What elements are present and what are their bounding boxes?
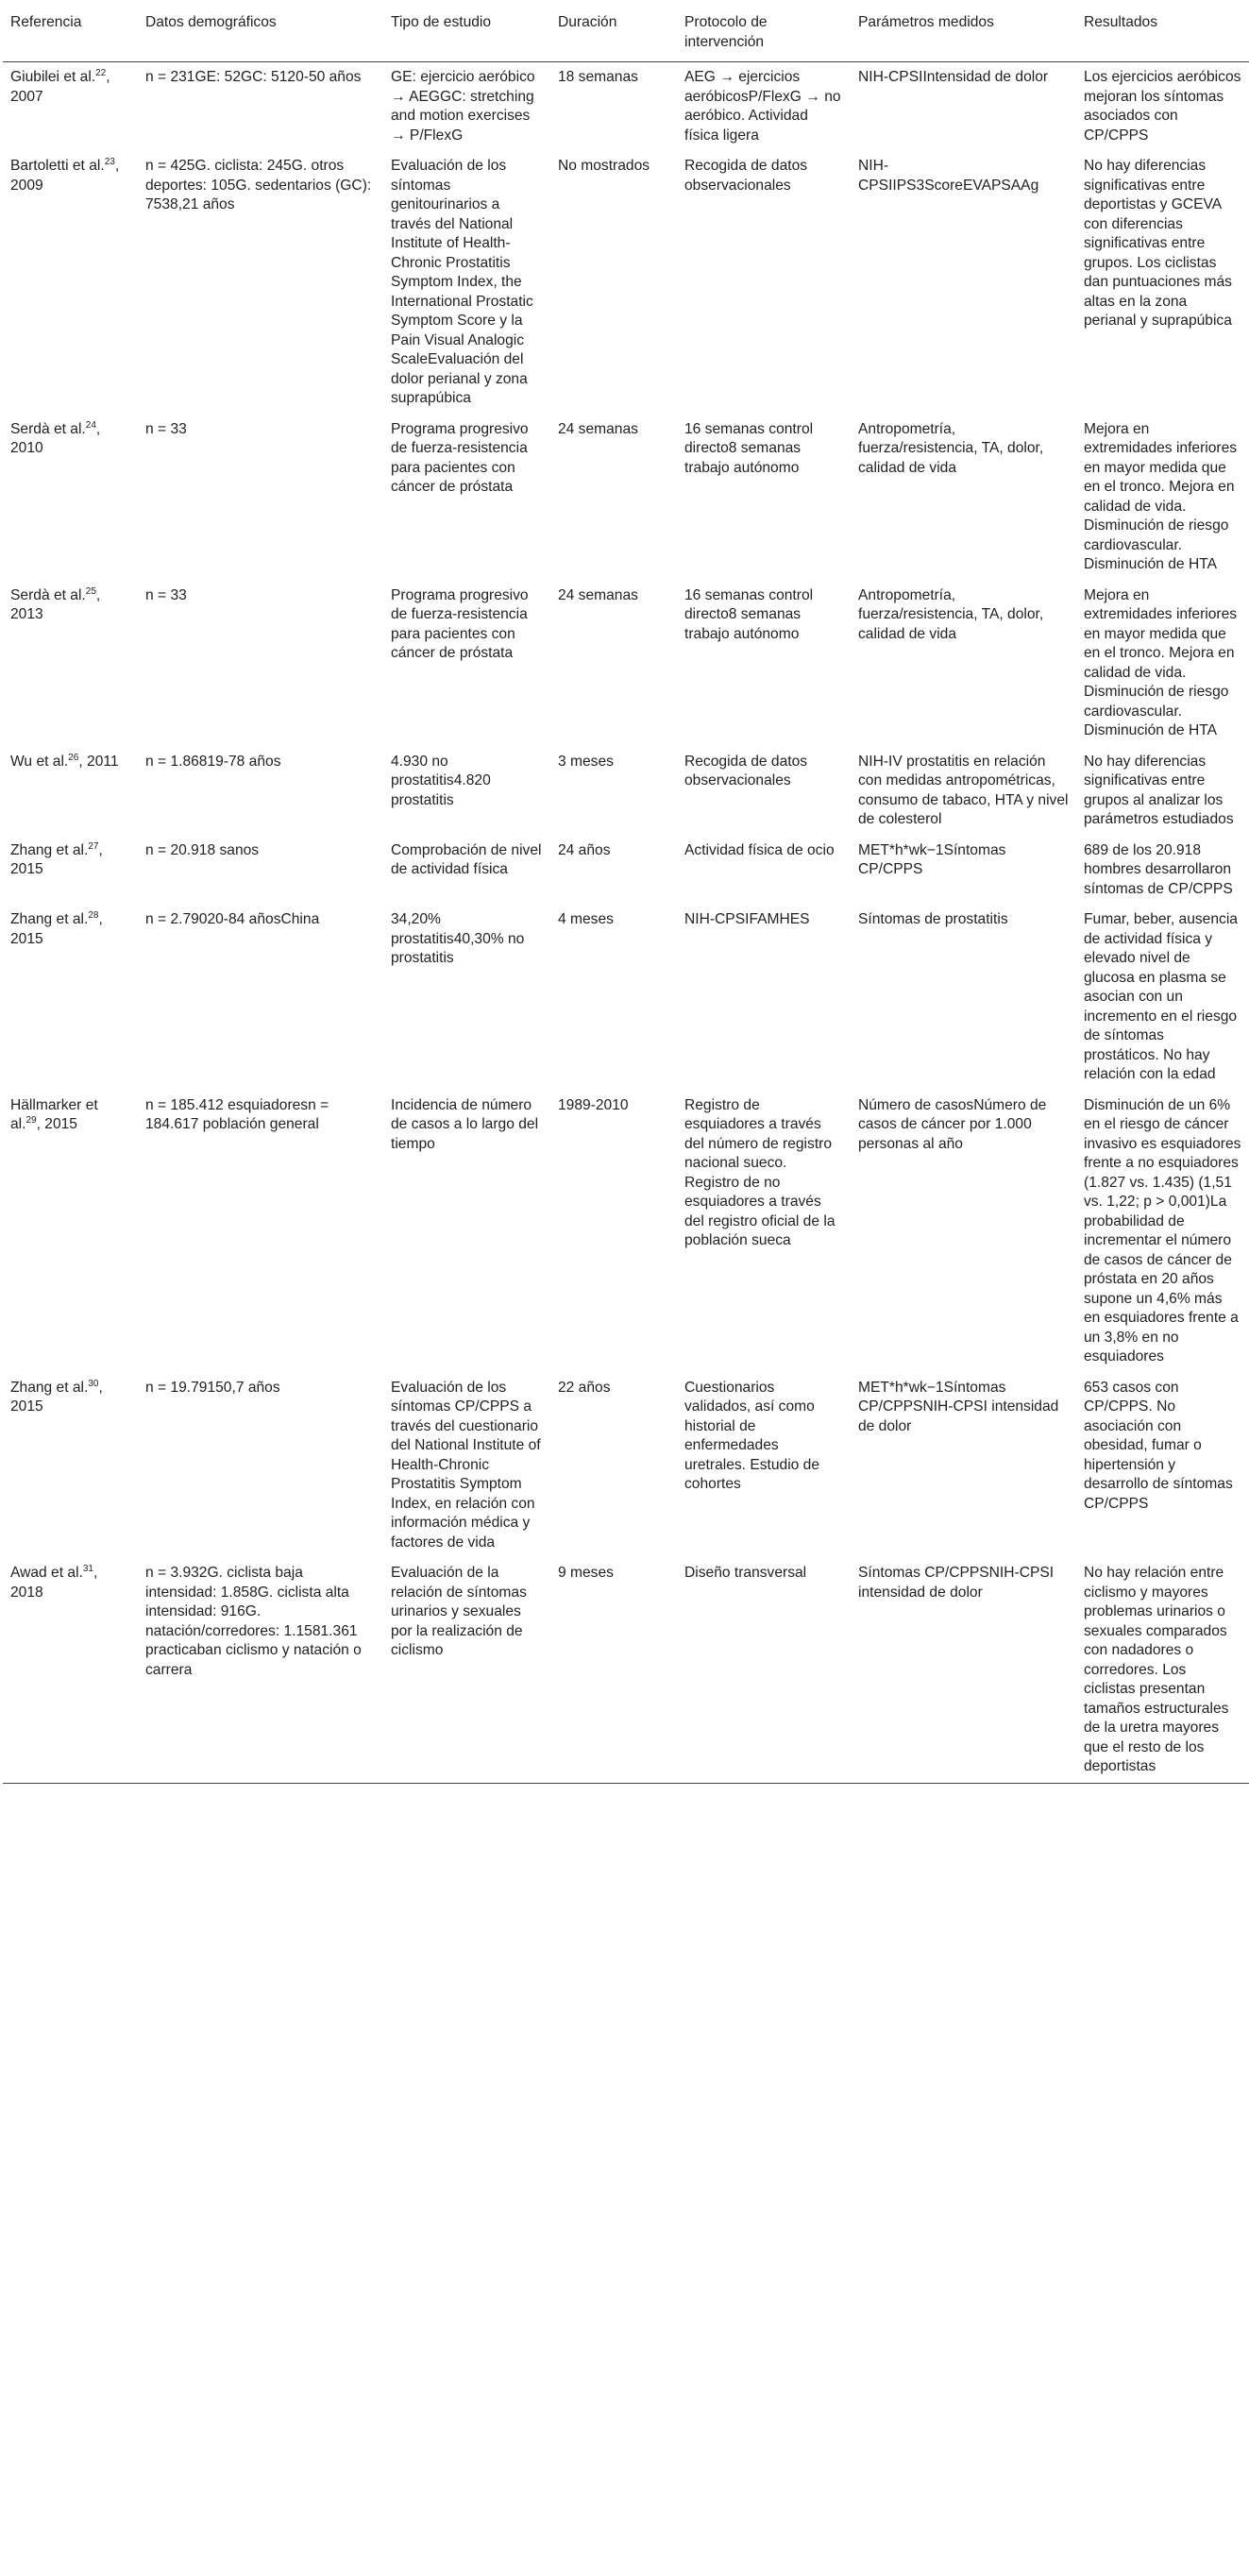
ref-authors: Hällmarker et al. [10, 1096, 98, 1132]
ref-year: , 2013 [10, 586, 101, 622]
ref-year: , 2011 [78, 753, 119, 770]
ref-authors: Bartoletti et al. [10, 158, 105, 174]
cell-referencia [3, 1558, 138, 1783]
cell-tipo: Incidencia de número de casos a lo largo del tiempo [391, 1096, 539, 1152]
cell-demograficos: n = 3.932G. ciclista baja intensidad: 1.858G. ciclista alta intensidad: 916G. natación/corredores: 1.1581.361 practicaban ciclismo y natación o carrera [138, 1558, 383, 1783]
cell-parametros: Antropometría, fuerza/resistencia, TA, dolor, calidad de vida [858, 420, 1044, 476]
ref-authors: Zhang et al. [10, 1379, 89, 1396]
ref-citation-number: 31 [82, 1563, 93, 1574]
cell-duracion: 1989-2010 [558, 1096, 629, 1113]
cell-demograficos: n = 33 [145, 586, 187, 603]
cell-duracion: 24 semanas [558, 420, 638, 437]
cell-duracion: No mostrados [558, 158, 650, 174]
cell-protocolo: AEG → ejercicios aeróbicosP/FlexG → no aeróbico. Actividad física ligera [684, 69, 841, 144]
cell-duracion: 24 semanas [558, 586, 638, 603]
cell-parametros: Síntomas de prostatitis [858, 911, 1008, 927]
header-tipo-de-estudio: Tipo de estudio [383, 0, 550, 62]
cell-tipo: Evaluación de los síntomas CP/CPPS a través del cuestionario del National Institute of Health-Chronic Prostatitis Symptom Index, en relación con información médica y factores de vida [391, 1379, 541, 1551]
cell-demograficos: n = 1.86819-78 años [145, 753, 281, 770]
cell-protocolo: Recogida de datos observacionales [684, 158, 808, 194]
cell-resultados: No hay diferencias significativas entre grupos al analizar los parámetros estudiados [1084, 753, 1234, 827]
cell-protocolo: Registro de esquiadores a través del número de registro nacional sueco. Registro de no esquiadores a través del registro oficial de la población sueca [684, 1096, 835, 1248]
cell-tipo: Comprobación de nivel de actividad física [391, 841, 542, 877]
table-row [3, 151, 1249, 415]
ref-year: , 2015 [10, 911, 103, 947]
cell-duracion: 18 semanas [558, 69, 638, 85]
ref-citation-number: 27 [88, 840, 99, 852]
ref-citation-number: 22 [95, 67, 107, 78]
cell-parametros: MET*h*wk−1Síntomas CP/CPPSNIH-CPSI intensidad de dolor [858, 1379, 1059, 1434]
cell-parametros: NIH-CPSIIntensidad de dolor [858, 69, 1049, 85]
table-row [3, 62, 1249, 152]
header-resultados: Resultados [1076, 0, 1249, 62]
cell-protocolo: Actividad física de ocio [684, 841, 835, 858]
cell-tipo: Evaluación de la relación de síntomas urinarios y sexuales por la realización de ciclismo [383, 1558, 550, 1783]
ref-authors: Serdà et al. [10, 586, 86, 603]
table-row [3, 581, 1249, 747]
cell-tipo: 4.930 no prostatitis4.820 prostatitis [391, 753, 491, 808]
cell-resultados: No hay relación entre ciclismo y mayores problemas urinarios o sexuales comparados con nadadores o corredores. Los ciclistas presentan tamaños estructurales de la uretra mayores que el resto de los deportistas [1076, 1558, 1249, 1783]
cell-parametros: NIH-CPSIIPS3ScoreEVAPSAAg [858, 158, 1039, 194]
ref-year: , 2009 [10, 158, 120, 194]
cell-protocolo: 16 semanas control directo8 semanas trabajo autónomo [684, 586, 814, 642]
cell-tipo: 34,20% prostatitis40,30% no prostatitis [391, 911, 525, 966]
cell-protocolo: Cuestionarios validados, así como historial de enfermedades uretrales. Estudio de cohortes [684, 1379, 820, 1492]
table-row [3, 747, 1249, 836]
cell-tipo: Evaluación de los síntomas genitourinarios a través del National Institute of Health-Chronic Prostatitis Symptom Index, the International Prostatic Symptom Score y la Pain Visual Analogic ScaleEvaluación del dolor perianal y zona suprapúbica [391, 158, 533, 406]
cell-demograficos: n = 231GE: 52GC: 5120-50 años [145, 69, 362, 85]
ref-citation-number: 26 [68, 752, 79, 763]
header-datos-demograficos: Datos demográficos [138, 0, 383, 62]
ref-year: , 2018 [10, 1565, 98, 1601]
header-referencia: Referencia [3, 0, 138, 62]
cell-referencia [3, 905, 138, 1091]
ref-authors: Giubilei et al. [10, 69, 96, 85]
cell-resultados: Fumar, beber, ausencia de actividad física y elevado nivel de glucosa en plasma se asocian con un incremento en el riesgo de síntomas prostáticos. No hay relación con la edad [1084, 911, 1238, 1082]
cell-duracion: 24 años [558, 841, 611, 858]
cell-parametros: Antropometría, fuerza/resistencia, TA, dolor, calidad de vida [858, 586, 1044, 642]
table-row [3, 415, 1249, 581]
table-row [3, 836, 1249, 906]
ref-authors: Zhang et al. [10, 841, 89, 858]
cell-parametros: Número de casosNúmero de casos de cáncer por 1.000 personas al año [858, 1096, 1047, 1152]
header-protocolo: Protocolo de intervención [677, 0, 851, 62]
cell-referencia [3, 151, 138, 415]
table-row [3, 1558, 1249, 1783]
ref-year: , 2015 [36, 1116, 77, 1132]
ref-year: , 2007 [10, 69, 110, 105]
cell-resultados: Los ejercicios aeróbicos mejoran los síntomas asociados con CP/CPPS [1084, 69, 1241, 144]
cell-demograficos: n = 185.412 esquiadoresn = 184.617 población general [145, 1096, 329, 1132]
ref-citation-number: 28 [88, 909, 99, 921]
ref-authors: Wu et al. [10, 753, 69, 770]
cell-tipo: GE: ejercicio aeróbico → AEGGC: stretching and motion exercises → P/FlexG [391, 69, 535, 144]
cell-demograficos: n = 20.918 sanos [145, 841, 260, 858]
cell-protocolo: 16 semanas control directo8 semanas trabajo autónomo [684, 420, 814, 476]
cell-duracion: 9 meses [550, 1558, 677, 1783]
ref-citation-number: 29 [25, 1114, 37, 1126]
ref-year: , 2010 [10, 420, 101, 456]
cell-demograficos: n = 19.79150,7 años [145, 1379, 280, 1396]
table-header-row [3, 0, 1249, 62]
cell-resultados: No hay diferencias significativas entre deportistas y GCEVA con diferencias significativas entre grupos. Los ciclistas dan puntuaciones más altas en la zona perianal y suprapúbica [1084, 158, 1232, 329]
cell-parametros: MET*h*wk−1Síntomas CP/CPPS [858, 841, 1006, 877]
cell-resultados: Mejora en extremidades inferiores en mayor medida que en el tronco. Mejora en calidad de vida. Disminución de riesgo cardiovascular. Disminución de HTA [1084, 420, 1238, 572]
header-parametros: Parámetros medidos [851, 0, 1076, 62]
table-row [3, 1373, 1249, 1559]
ref-citation-number: 25 [85, 585, 96, 597]
cell-duracion: 22 años [558, 1379, 611, 1396]
cell-referencia [3, 1373, 138, 1559]
cell-duracion: 4 meses [558, 911, 614, 927]
cell-referencia [3, 62, 138, 152]
ref-year: , 2015 [10, 1379, 103, 1415]
cell-parametros: Síntomas CP/CPPSNIH-CPSI intensidad de dolor [851, 1558, 1076, 1783]
ref-citation-number: 23 [104, 156, 115, 167]
cell-resultados: Disminución de un 6% en el riesgo de cáncer invasivo es esquiadores frente a no esquiadores (1.827 vs. 1.435) (1,51 vs. 1,22; p > 0,001)La probabilidad de incrementar el número de casos de cáncer de próstata en 20 años supone un 4,6% más en esquiadores frente a un 3,8% en no esquiadores [1084, 1096, 1241, 1364]
cell-referencia [3, 747, 138, 836]
cell-resultados: 689 de los 20.918 hombres desarrollaron síntomas de CP/CPPS [1084, 841, 1233, 897]
ref-citation-number: 24 [85, 419, 96, 431]
cell-parametros: NIH-IV prostatitis en relación con medidas antropométricas, consumo de tabaco, HTA y nivel de colesterol [858, 753, 1069, 827]
cell-referencia [3, 581, 138, 747]
cell-protocolo: NIH-CPSIFAMHES [684, 911, 810, 927]
ref-year: , 2015 [10, 841, 103, 877]
cell-referencia [3, 836, 138, 906]
cell-resultados: Mejora en extremidades inferiores en mayor medida que en el tronco. Mejora en calidad de vida. Disminución de riesgo cardiovascular. Disminución de HTA [1084, 586, 1238, 738]
ref-authors: Awad et al. [10, 1565, 83, 1581]
cell-demograficos: n = 2.79020-84 añosChina [145, 911, 320, 927]
studies-table [3, 0, 1249, 1784]
ref-citation-number: 30 [88, 1378, 99, 1389]
header-duracion: Duración [550, 0, 677, 62]
ref-authors: Zhang et al. [10, 911, 89, 927]
cell-referencia [3, 1091, 138, 1373]
cell-duracion: 3 meses [558, 753, 614, 770]
cell-tipo: Programa progresivo de fuerza-resistencia para pacientes con cáncer de próstata [391, 420, 529, 495]
cell-protocolo: Diseño transversal [677, 1558, 851, 1783]
cell-demograficos: n = 425G. ciclista: 245G. otros deportes: 105G. sedentarios (GC): 7538,21 años [145, 158, 372, 212]
cell-protocolo: Recogida de datos observacionales [684, 753, 808, 788]
table-row [3, 905, 1249, 1091]
table-row [3, 1091, 1249, 1373]
ref-authors: Serdà et al. [10, 420, 86, 437]
cell-resultados: 653 casos con CP/CPPS. No asociación con obesidad, fumar o hipertensión y desarrollo de síntomas CP/CPPS [1084, 1379, 1233, 1512]
cell-referencia [3, 415, 138, 581]
cell-tipo: Programa progresivo de fuerza-resistencia para pacientes con cáncer de próstata [391, 586, 529, 661]
cell-demograficos: n = 33 [145, 420, 187, 437]
